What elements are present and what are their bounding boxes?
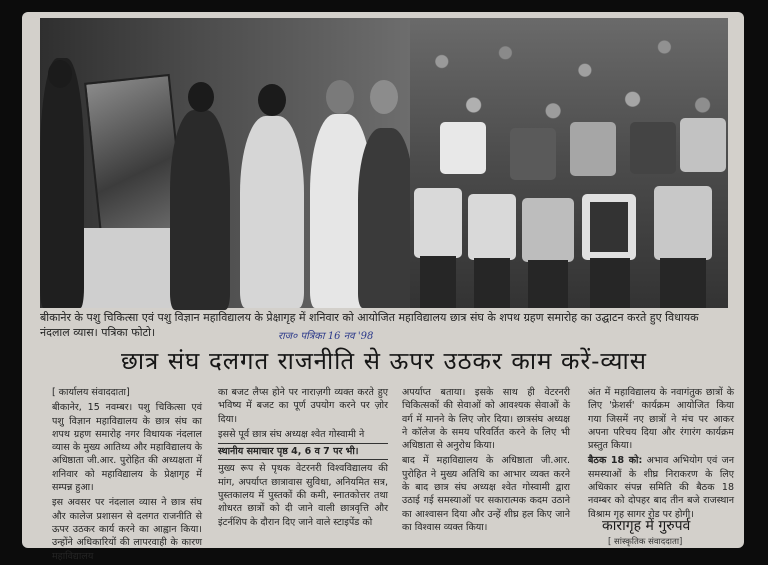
person-head — [370, 80, 398, 114]
audience-member — [468, 194, 516, 260]
audience-member — [654, 186, 712, 260]
audience-member — [582, 194, 636, 260]
audience-member — [680, 118, 726, 172]
paragraph: मुख्य रूप से पृथक वेटरनरी विश्वविद्यालय की मांग, अपर्याप्त छात्रावास सुविधा, अनियमित सत्र, पुस्तकालय में पुस्तकों की कमी, स्नातकोत्तर तथा शोधरत छात्रों को दी जाने वाली छात्रवृत्ति और इंटर्नशिप के दौरान दिए जाने वाले स्टाइपेंड को — [218, 463, 388, 528]
photo-caption: बीकानेर के पशु चिकित्सा एवं पशु विज्ञान महाविद्यालय के प्रेक्षागृह में शनिवार को आयोजित महाविद्यालय छात्र संघ के शपथ ग्रहण समारोह का उद्घाटन करते हुए विधायक नंदलाल व्यास। पत्रिका फोटो। — [40, 311, 699, 339]
handwritten-source-note: राज० पत्रिका 16 नव '98 — [278, 331, 374, 342]
audience-member-legs — [590, 258, 630, 308]
next-article-credit: [ सांस्कृतिक संवाददाता] — [608, 537, 683, 547]
paragraph: इस अवसर पर नंदलाल व्यास ने छात्र संघ और कालेज प्रशासन से दलगत राजनीति से ऊपर उठकर कार्य करने का आह्वान किया। उन्होंने अधिकारियों की लापरवाही के कारण महाविद्यालय — [52, 497, 202, 562]
person-standing — [40, 58, 84, 308]
audience-member-legs — [528, 260, 568, 308]
paragraph — [588, 454, 734, 520]
person-standing — [240, 116, 304, 308]
article-column-2 — [218, 386, 388, 531]
audience-member-legs — [660, 258, 706, 308]
paragraph: बीकानेर, 15 नवम्बर। पशु चिकित्सा एवं पशु विज्ञान महाविद्यालय के छात्र संघ का शपथ ग्रहण समारोह नगर विधायक नंदलाल व्यास के मुख्य आतिथ्य और महाविद्यालय के अधिष्ठाता जी.आर. पुरोहित की अध्यक्षता में शनिवार को महाविद्यालय के प्रेक्षागृह में सम्पन्न हुआ। — [52, 402, 202, 494]
paragraph: अंत में महाविद्यालय के नवागंतुक छात्रों के लिए 'फ्रेशर्स' कार्यक्रम आयोजित किया गया जिसमें नए छात्रों ने मंच पर आकर अपना परिचय दिया और रंगारंग कार्यक्रम प्रस्तुत किया। — [588, 387, 734, 452]
audience — [410, 18, 728, 308]
audience-member — [630, 122, 676, 174]
paragraph-body: अभाव अभियोग एवं जन समस्याओं के शीघ्र निराकरण के लिए अधिकार संपन्न समिति की बैठक 18 नवम्बर को दोपहर बाद तीन बजे राजस्थान विश्राम गृह सागर रोड पर होगी। — [588, 455, 734, 520]
next-article-heading: कारागृह में गुरुपर्व — [602, 518, 691, 534]
person-standing — [170, 110, 230, 310]
audience-member-legs — [474, 258, 510, 308]
person-head — [326, 80, 354, 114]
audience-member — [570, 122, 616, 176]
person-head — [258, 84, 286, 116]
paragraph: अपर्याप्त बताया। इसके साथ ही वेटरनरी चिकित्सकों की सेवाओं को आवश्यक सेवाओं के वर्ग में मानने के लिए जोर दिया। छात्रसंघ अध्यक्ष ने कॉलेज के समय परिवर्तित करने के लिए भी अधिष्ठाता से अनुरोध किया। — [402, 387, 570, 452]
paragraph: बाद में महाविद्यालय के अधिष्ठाता जी.आर. पुरोहित ने मुख्य अतिथि का आभार व्यक्त करने के बाद छात्र संघ अध्यक्ष श्वेत गोस्वामी द्वारा उठाई गई समस्याओं पर सकारात्मक कदम उठाने का आश्वासन दिया और उन्हें शीघ्र हल किए जाने का विश्वास व्यक्त किया। — [402, 455, 570, 533]
article-column-4 — [588, 386, 734, 523]
paragraph: का बजट लैप्स होने पर नाराज़गी व्यक्त करते हुए भविष्य में बजट का पूर्ण उपयोग करने पर ज़ोर दिया। — [218, 387, 388, 425]
audience-member — [414, 188, 462, 258]
cross-reference: स्थानीय समाचार पृष्ठ 4, 6 व 7 पर भी। — [218, 443, 388, 460]
paragraph-lead: बैठक 18 को: — [588, 455, 643, 467]
article-column-1 — [52, 386, 202, 565]
article-column-3 — [402, 386, 570, 536]
news-photo — [40, 18, 728, 308]
person-standing — [358, 128, 414, 308]
audience-member — [440, 122, 486, 174]
person-head — [188, 82, 214, 112]
audience-member — [522, 198, 574, 262]
audience-member — [510, 128, 556, 180]
paragraph: इससे पूर्व छात्र संघ अध्यक्ष श्वेत गोस्वामी ने — [218, 428, 365, 440]
newspaper-clipping — [22, 12, 744, 562]
headline: छात्र संघ दलगत राजनीति से ऊपर उठकर काम करें-व्यास — [121, 347, 647, 375]
dateline: [ कार्यालय संवाददाता] — [52, 387, 130, 398]
person-head — [48, 60, 72, 88]
audience-member-legs — [420, 256, 456, 308]
